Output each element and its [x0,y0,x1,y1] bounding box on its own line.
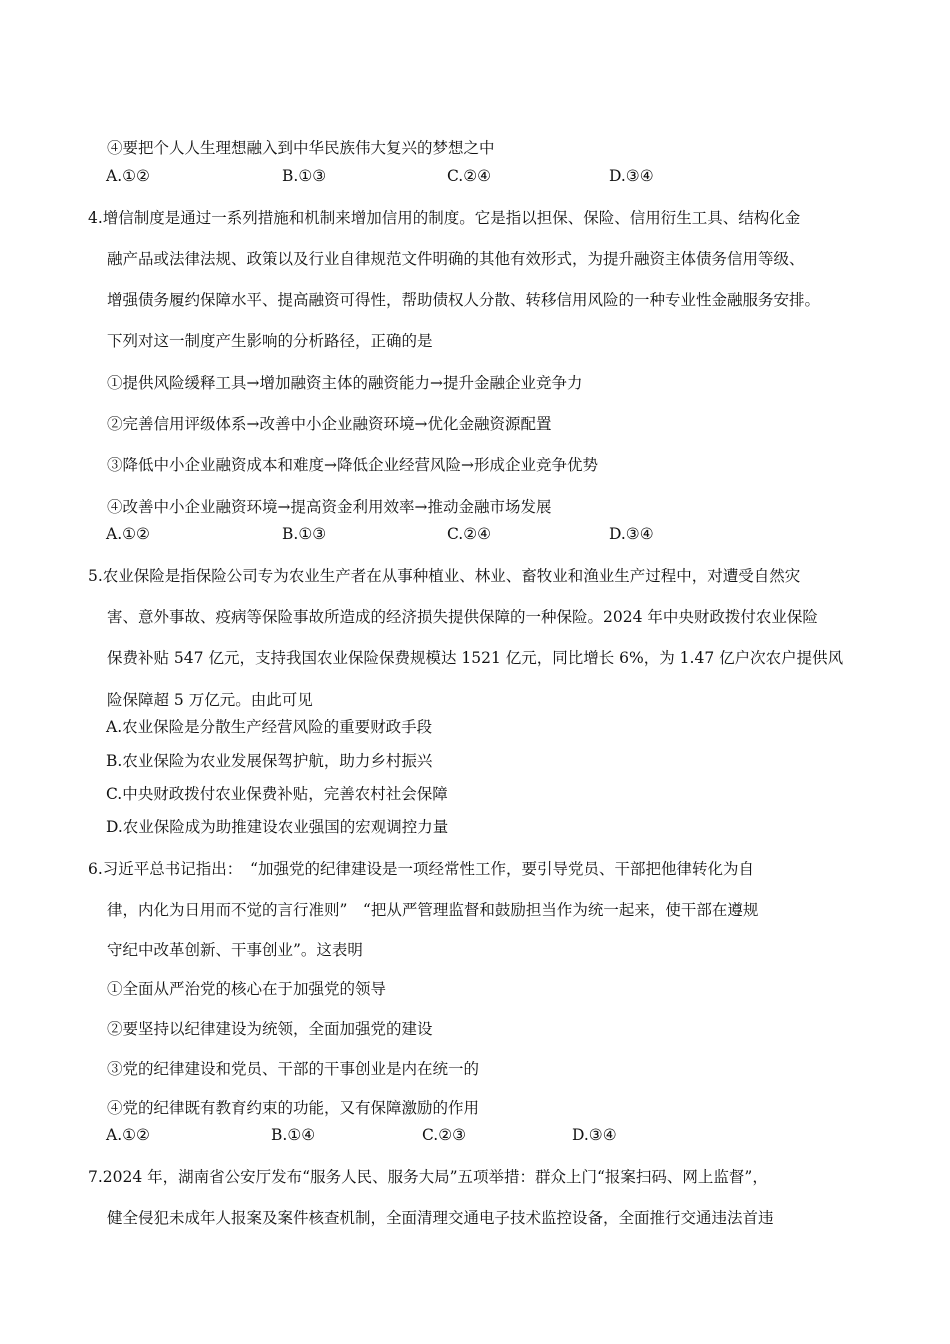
q5-option-c: C.中央财政拨付农业保费补贴，完善农村社会保障 [106,785,448,803]
q6-option-c: C.②③ [422,1126,467,1144]
q6-option-d: D.③④ [572,1126,617,1144]
q4-option-d: D.③④ [609,525,654,543]
q4-option-b: B.①③ [282,525,327,543]
q6-option-a: A.①② [106,1126,150,1144]
q4-stem-line-3: 增强债务履约保障水平、提高融资可得性，帮助债权人分散、转移信用风险的一种专业性金融服务安排。 [107,291,821,309]
q4-item-1: ①提供风险缓释工具→增加融资主体的融资能力→提升金融企业竞争力 [107,374,583,392]
q6-stem-line-2: 律，内化为日用而不觉的言行准则” “把从严管理监督和鼓励担当作为统一起来，使干部在遵规 [107,901,759,919]
q6-item-4: ④党的纪律既有教育约束的功能，又有保障激励的作用 [107,1099,480,1117]
q6-option-b: B.①④ [271,1126,316,1144]
q5-stem-line-4: 险保障超 5 万亿元。由此可见 [107,691,313,709]
q4-option-c: C.②④ [447,525,492,543]
q7-stem-line-1: 7.2024 年，湖南省公安厅发布“服务人民、服务大局”五项举措：群众上门“报案扫码、网上监督”， [88,1168,768,1186]
q6-stem-line-1: 6.习近平总书记指出： “加强党的纪律建设是一项经常性工作，要引导党员、干部把他律转化为自 [88,860,754,878]
q3-item-4: ④要把个人人生理想融入到中华民族伟大复兴的梦想之中 [107,139,495,157]
q4-option-a: A.①② [106,525,150,543]
q3-option-b: B.①③ [282,167,327,185]
q6-item-1: ①全面从严治党的核心在于加强党的领导 [107,980,387,998]
q5-option-b: B.农业保险为农业发展保驾护航，助力乡村振兴 [106,752,433,770]
q4-item-4: ④改善中小企业融资环境→提高资金利用效率→推动金融市场发展 [107,498,552,516]
q5-stem-line-3: 保费补贴 547 亿元，支持我国农业保险保费规模达 1521 亿元，同比增长 6%，为 1.47 亿户次农户提供风 [107,649,844,667]
q3-option-a: A.①② [106,167,150,185]
q5-option-d: D.农业保险成为助推建设农业强国的宏观调控力量 [106,818,449,836]
q5-stem-line-2: 害、意外事故、疫病等保险事故所造成的经济损失提供保障的一种保险。2024 年中央财政拨付农业保险 [107,608,818,626]
q7-stem-line-2: 健全侵犯未成年人报案及案件核查机制，全面清理交通电子技术监控设备，全面推行交通违法首违 [107,1209,774,1227]
q3-option-d: D.③④ [609,167,654,185]
q6-item-3: ③党的纪律建设和党员、干部的干事创业是内在统一的 [107,1060,480,1078]
q4-item-3: ③降低中小企业融资成本和难度→降低企业经营风险→形成企业竞争优势 [107,456,598,474]
q6-stem-line-3: 守纪中改革创新、干事创业”。这表明 [107,941,363,959]
q6-item-2: ②要坚持以纪律建设为统领，全面加强党的建设 [107,1020,433,1038]
q3-option-c: C.②④ [447,167,492,185]
q4-stem-line-1: 4.增信制度是通过一系列措施和机制来增加信用的制度。它是指以担保、保险、信用衍生工具、结构化金 [88,209,801,227]
q5-stem-line-1: 5.农业保险是指保险公司专为农业生产者在从事种植业、林业、畜牧业和渔业生产过程中，对遭受自然灾 [88,567,801,585]
q4-stem-line-2: 融产品或法律法规、政策以及行业自律规范文件明确的其他有效形式，为提升融资主体债务信用等级、 [107,250,805,268]
q5-option-a: A.农业保险是分散生产经营风险的重要财政手段 [106,718,433,736]
q4-stem-line-4: 下列对这一制度产生影响的分析路径，正确的是 [107,332,433,350]
q4-item-2: ②完善信用评级体系→改善中小企业融资环境→优化金融资源配置 [107,415,552,433]
